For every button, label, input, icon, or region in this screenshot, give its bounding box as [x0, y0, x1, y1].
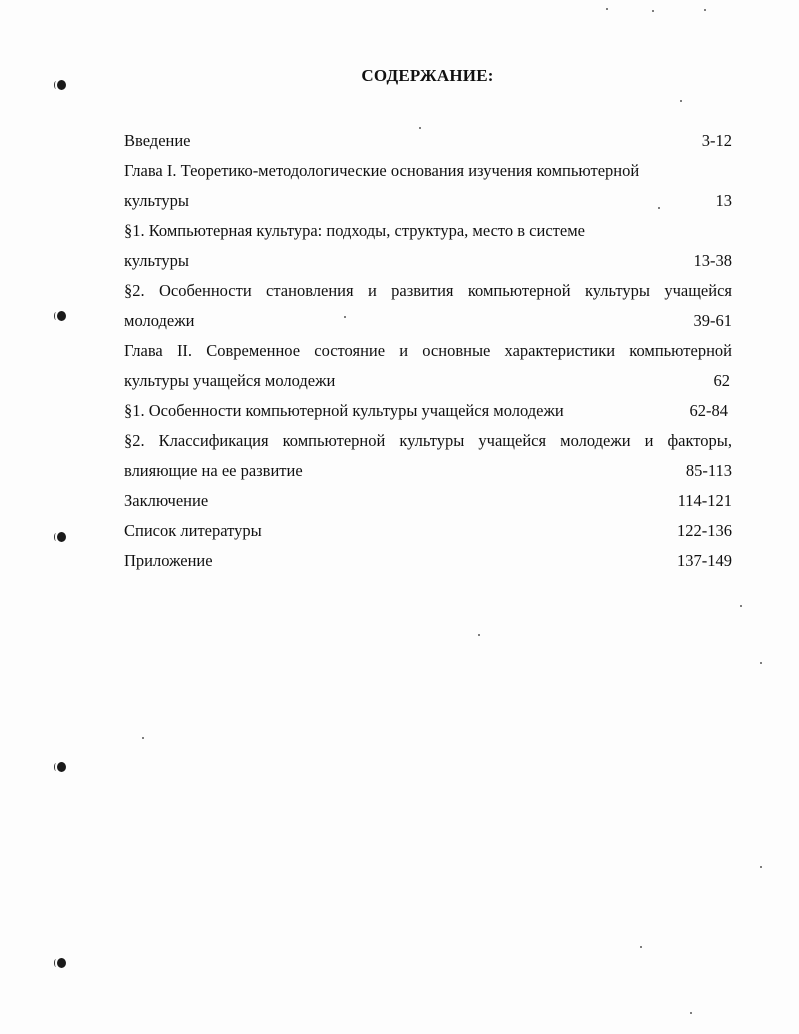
toc-entry-section-2-2	[124, 426, 732, 456]
toc-page-number: 13-38	[693, 251, 732, 270]
toc-page-number: 85-113	[685, 461, 732, 480]
toc-entry-section-2-1	[124, 396, 732, 426]
toc-entry-section-1-1	[124, 216, 732, 246]
toc-entry-text: культуры	[124, 191, 190, 210]
toc-entry-text: §2. Особенности становления и развития компьютерной культуры учащейся	[124, 281, 732, 300]
scan-speck	[142, 737, 144, 739]
scan-speck	[690, 1012, 692, 1014]
toc-page-number: 122-136	[677, 521, 732, 540]
toc-entry-section-2-2-cont	[124, 456, 732, 486]
binder-hole-mark	[57, 958, 66, 968]
toc-entry-text: Глава II. Современное состояние и основные характеристики компьютерной	[124, 341, 732, 360]
toc-entry-text: §1. Компьютерная культура: подходы, структура, место в системе	[124, 221, 585, 240]
toc-page-number: 13	[715, 191, 732, 210]
toc-entry-section-1-1-cont	[124, 246, 732, 276]
toc-entry-chapter-2	[124, 336, 732, 366]
toc-entry-text: Приложение	[124, 551, 213, 570]
toc-page-number: 62-84	[689, 401, 728, 420]
toc-entry-text: культуры учащейся молодежи	[124, 371, 336, 390]
toc-page-number: 3-12	[701, 131, 732, 150]
scan-speck	[606, 8, 608, 10]
scan-speck	[760, 866, 762, 868]
toc-entry-introduction	[124, 126, 732, 156]
toc-entry-text: влияющие на ее развитие	[124, 461, 303, 480]
toc-entry-references	[124, 516, 732, 546]
toc-entry-chapter-1-cont	[124, 186, 732, 216]
toc-entry-text: Глава I. Теоретико-методологические основания изучения компьютерной	[124, 161, 640, 180]
toc-entry-appendix	[124, 546, 732, 576]
scan-speck	[478, 634, 480, 636]
toc-entry-text: §2. Классификация компьютерной культуры учащейся молодежи и факторы,	[124, 431, 732, 450]
toc-entry-text: Список литературы	[124, 521, 262, 540]
toc-page-number: 114-121	[677, 491, 732, 510]
binder-hole-mark	[57, 311, 66, 321]
page-title: СОДЕРЖАНИЕ:	[361, 66, 494, 85]
toc-entry-text: молодежи	[124, 311, 195, 330]
binder-hole-mark	[57, 762, 66, 772]
toc-entry-text: §1. Особенности компьютерной культуры учащейся молодежи	[124, 401, 564, 420]
toc-entry-chapter-2-cont	[124, 366, 732, 396]
scan-speck	[740, 605, 742, 607]
scan-speck	[680, 100, 682, 102]
toc-entry-section-1-2	[124, 276, 732, 306]
toc-entry-section-1-2-cont	[124, 306, 732, 336]
scan-speck	[652, 10, 654, 12]
toc-page-number: 62	[713, 371, 730, 390]
scan-speck	[760, 662, 762, 664]
toc-entry-text: Заключение	[124, 491, 209, 510]
toc-entry-text: Введение	[124, 131, 191, 150]
binder-hole-mark	[57, 532, 66, 542]
scan-speck	[704, 9, 706, 11]
table-of-contents	[124, 126, 732, 576]
scan-speck	[640, 946, 642, 948]
toc-entry-conclusion	[124, 486, 732, 516]
toc-page-number: 137-149	[677, 551, 732, 570]
toc-entry-chapter-1	[124, 156, 732, 186]
toc-entry-text: культуры	[124, 251, 190, 270]
toc-page-number: 39-61	[693, 311, 732, 330]
